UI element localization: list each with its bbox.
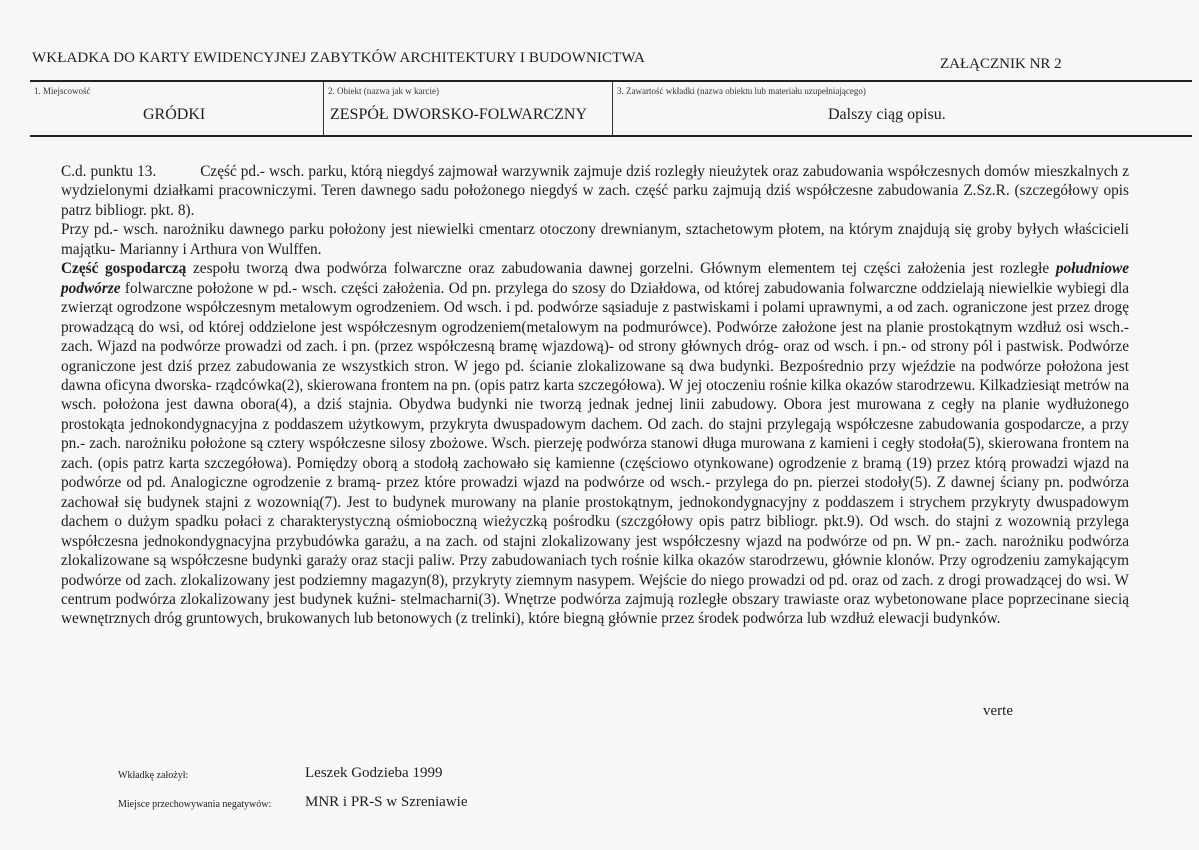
field-divider	[612, 82, 613, 136]
bold-italic-term: południowe podwórze	[61, 260, 1129, 297]
place-field-label: 1. Miejscowość	[34, 86, 91, 96]
founder-label: Wkładkę założył:	[118, 770, 189, 781]
header-rule-bottom	[30, 135, 1192, 137]
place-field-value: GRÓDKI	[143, 106, 206, 123]
annex-number: ZAŁĄCZNIK NR 2	[940, 56, 1062, 72]
header-rule-top	[30, 80, 1192, 82]
verte-note: verte	[983, 703, 1013, 719]
document-header-title: WKŁADKA DO KARTY EWIDENCYJNEJ ZABYTKÓW ARCHITEKTURY I BUDOWNICTWA	[32, 50, 645, 66]
paragraph-3-text-b: folwarczne położone w pd.- wsch. części założenia. Od pn. przylega do szosy do Działdowa, od której zabudowania folwarczne oddzielają niewielkie wybiegi dla zwierząt ogrodzone współczesnym metalowym ogrodzeniem. Od wsch. i pd. podwórze sąsiaduje z pastwiskami i polami uprawnymi, a od zach. ograniczone jest przez drogę prowadzącą do wsi, od której oddzielone jest współczesnym ogrodzeniem(metalowym na podmurówce). Podwórze założone jest na planie prostokątnym wzdłuż osi wsch.- zach. Wjazd na podwórze prowadzi od zach. i pn. (przez współczesną bramę wjazdową)- od strony głównych dróg- oraz od wsch. i pn.- od strony pól i pastwisk. Podwórze ograniczone jest dziś przez zabudowania ze wszystkich stron. W jego pd. ścianie zlokalizowane są dwa budynki. Bezpośrednio przy wjeździe na podwórze położona jest dawna oficyna dworska- rządcówka(2), skierowana frontem na pn. (opis patrz karta szczegółowa). W jej otoczeniu rośnie kilka okazów starodrzewu. Kilkadziesiąt metrów na wsch. położona jest dawna obora(4), a dziś stajnia. Obydwa budynki nie tworzą jednak jednej linii zabudowy. Obora jest murowana z cegły na planie wydłużonego prostokąta jednokondygnacyjna z poddaszem użytkowym, przykryta dwuspadowym dachem. Od zach. do stajni przylegają współczesne zabudowania gospodarcze, a przy pn.- zach. narożniku położone są cztery współczesne silosy zbożowe. Wsch. pierzeję podwórza stanowi długa murowana z kamieni i cegły stodoła(5), skierowana frontem na zach. (opis patrz karta szczegółowa). Pomiędzy oborą a stodołą zachowało się kamienne (częściowo otynkowane) ogrodzenie z bramą (19) przez którą prowadzi wjazd na podwórze od pd. Analogiczne ogrodzenie z bramą- przez które prowadzi wjazd na podwórze od wsch.- przylega do pn. pierzei stodoły(5). Z dawnej ściany pn. podwórza zachował się budynek stajni z wozownią(7). Jest to budynek murowany na planie prostokątnym, jednokondygnacyjny z poddaszem i strychem przykryty dwuspadowym dachem o dużym spadku połaci z charakterystyczną ośmioboczną wieżyczką pośrodku (szczgółowy opis patrz bibliogr. pkt.9). Od wsch. do stajni z wozownią przylega współczesna jednokondygnacyjna przybudówka garażu, a na zach. od stajni zlokalizowany jest współczesny wjazd na podwórze od pn. W pn.- zach. narożniku podwórza zlokalizowane są współczesne budynki garaży oraz stacji paliw. Przy zabudowaniach tych rośnie kilka okazów starodrzewu, głównie klonów. Przy ogrodzeniu zamykającym podwórze od zach. zlokalizowany jest podziemny magazyn(8), przykryty ziemnym nasypem. Wejście do niego prowadzi od pd. oraz od zach. z drogi prowadzącej do wsi. W centrum podwórza zlokalizowany jest budynek kuźni- stelmacharni(3). Wnętrze podwórza zajmują rozległe obszary trawiaste oraz wybetonowane place poprzecinane siecią wewnętrznych dróg gruntowych, brukowanych lub betonowych (z trelinki), które biegną głównie przez środek podwórza lub wzdłuż elewacji budynków.	[61, 279, 1129, 628]
storage-value: MNR i PR-S w Szreniawie	[305, 794, 468, 810]
description-body	[61, 162, 1129, 629]
content-field-value: Dalszy ciąg opisu.	[828, 106, 946, 123]
paragraph-1	[61, 162, 1129, 220]
point-reference: C.d. punktu 13.	[61, 163, 157, 180]
paragraph-1-text: Część pd.- wsch. parku, którą niegdyś zajmował warzywnik zajmuje dziś rozległy nieużytek oraz zabudowania współczesnych domów mieszkalnych z wydzielonymi działkami pracowniczymi. Teren dawnego sadu położonego niegdyś w zach. część parku zajmują dziś współczesne zabudowania Z.Sz.R. (szczegółowy opis patrz bibliogr. pkt. 8).	[61, 163, 1129, 219]
object-field-value: ZESPÓŁ DWORSKO-FOLWARCZNY	[330, 106, 588, 123]
storage-label: Miejsce przechowywania negatywów:	[118, 799, 272, 810]
field-divider	[323, 82, 324, 136]
founder-value: Leszek Godzieba 1999	[305, 765, 443, 781]
paragraph-3	[61, 259, 1129, 629]
object-field-label: 2. Obiekt (nazwa jak w karcie)	[328, 86, 439, 96]
bold-term: Część gospodarczą	[61, 260, 187, 278]
content-field-label: 3. Zawartość wkładki (nazwa obiektu lub materiału uzupełniającego)	[617, 86, 866, 96]
paragraph-3-text-a: zespołu tworzą dwa podwórza folwarczne oraz zabudowania dawnej gorzelni. Głównym elementem tej części założenia jest rozległe	[186, 260, 1056, 278]
paragraph-2: Przy pd.- wsch. narożniku dawnego parku położony jest niewielki cmentarz otoczony drewnianym, sztachetowym płotem, na którym znajdują się groby byłych właścicieli majątku- Marianny i Arthura von Wulffen.	[61, 221, 1129, 258]
